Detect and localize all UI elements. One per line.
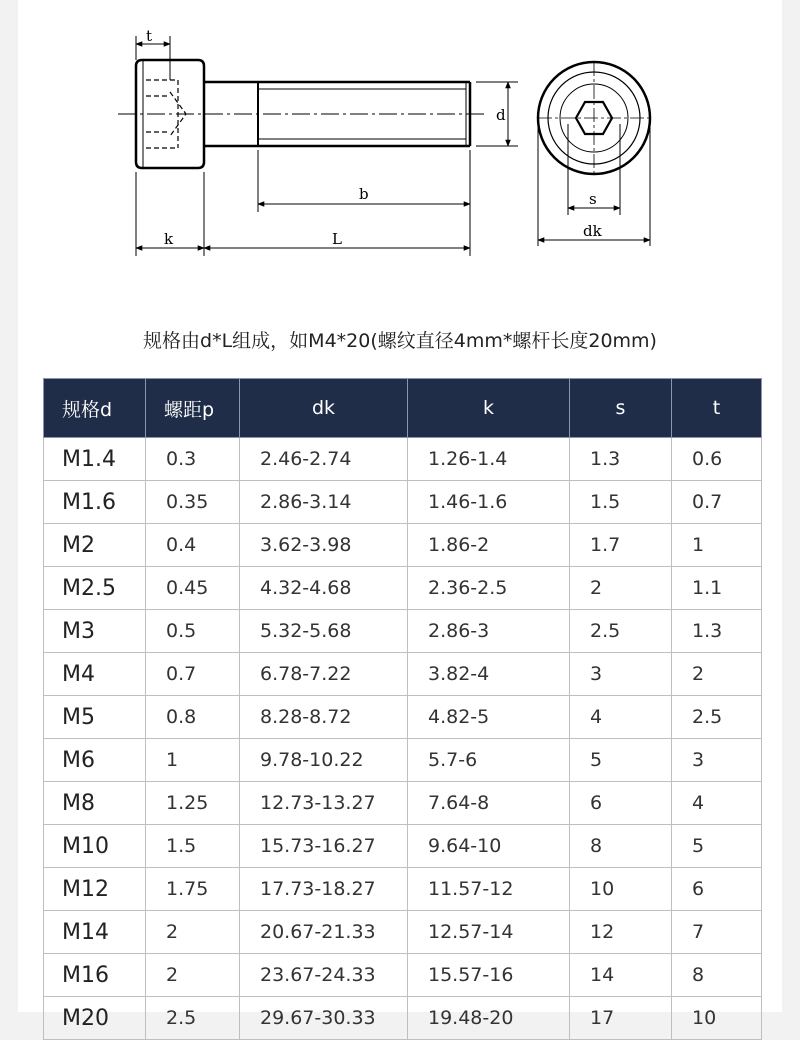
cell-s: 4 bbox=[570, 696, 672, 739]
cell-pitch-p: 0.3 bbox=[146, 438, 240, 481]
cell-dk: 12.73-13.27 bbox=[240, 782, 408, 825]
dim-label-t: t bbox=[146, 27, 153, 45]
header-dk: dk bbox=[240, 379, 408, 438]
cell-k: 3.82-4 bbox=[408, 653, 570, 696]
header-s: s bbox=[570, 379, 672, 438]
cell-pitch-p: 1.75 bbox=[146, 868, 240, 911]
cell-t: 1 bbox=[672, 524, 762, 567]
table-header-row bbox=[44, 379, 762, 438]
table-row bbox=[44, 782, 762, 825]
cell-dk: 23.67-24.33 bbox=[240, 954, 408, 997]
table-row bbox=[44, 610, 762, 653]
cell-t: 3 bbox=[672, 739, 762, 782]
cell-k: 15.57-16 bbox=[408, 954, 570, 997]
cell-dk: 2.46-2.74 bbox=[240, 438, 408, 481]
cell-spec-d: M14 bbox=[44, 911, 146, 954]
cell-t: 1.3 bbox=[672, 610, 762, 653]
cell-s: 6 bbox=[570, 782, 672, 825]
cell-k: 19.48-20 bbox=[408, 997, 570, 1040]
cell-pitch-p: 1 bbox=[146, 739, 240, 782]
spec-table bbox=[43, 378, 762, 1040]
cell-spec-d: M8 bbox=[44, 782, 146, 825]
cell-k: 1.86-2 bbox=[408, 524, 570, 567]
cell-s: 8 bbox=[570, 825, 672, 868]
cell-s: 1.3 bbox=[570, 438, 672, 481]
cell-pitch-p: 1.25 bbox=[146, 782, 240, 825]
cell-dk: 29.67-30.33 bbox=[240, 997, 408, 1040]
dim-label-s: s bbox=[589, 190, 597, 208]
header-k: k bbox=[408, 379, 570, 438]
cell-pitch-p: 0.4 bbox=[146, 524, 240, 567]
cell-k: 1.26-1.4 bbox=[408, 438, 570, 481]
cell-t: 7 bbox=[672, 911, 762, 954]
cell-s: 17 bbox=[570, 997, 672, 1040]
cell-pitch-p: 0.7 bbox=[146, 653, 240, 696]
cell-spec-d: M1.6 bbox=[44, 481, 146, 524]
cell-s: 10 bbox=[570, 868, 672, 911]
cell-k: 12.57-14 bbox=[408, 911, 570, 954]
cell-k: 4.82-5 bbox=[408, 696, 570, 739]
cell-t: 1.1 bbox=[672, 567, 762, 610]
table-row bbox=[44, 696, 762, 739]
cell-spec-d: M10 bbox=[44, 825, 146, 868]
cell-t: 10 bbox=[672, 997, 762, 1040]
cell-spec-d: M20 bbox=[44, 997, 146, 1040]
cell-dk: 5.32-5.68 bbox=[240, 610, 408, 653]
cell-s: 1.7 bbox=[570, 524, 672, 567]
cell-pitch-p: 2 bbox=[146, 911, 240, 954]
dim-label-k: k bbox=[164, 230, 174, 248]
table-row bbox=[44, 524, 762, 567]
cell-pitch-p: 2.5 bbox=[146, 997, 240, 1040]
cell-spec-d: M2.5 bbox=[44, 567, 146, 610]
cell-t: 5 bbox=[672, 825, 762, 868]
dim-label-b: b bbox=[359, 185, 369, 203]
cell-spec-d: M5 bbox=[44, 696, 146, 739]
cell-pitch-p: 0.45 bbox=[146, 567, 240, 610]
cell-k: 2.86-3 bbox=[408, 610, 570, 653]
cell-t: 2.5 bbox=[672, 696, 762, 739]
cell-dk: 6.78-7.22 bbox=[240, 653, 408, 696]
cell-t: 0.7 bbox=[672, 481, 762, 524]
cell-k: 9.64-10 bbox=[408, 825, 570, 868]
screw-end-view bbox=[538, 62, 650, 174]
cell-t: 0.6 bbox=[672, 438, 762, 481]
cell-spec-d: M3 bbox=[44, 610, 146, 653]
cell-dk: 4.32-4.68 bbox=[240, 567, 408, 610]
cell-spec-d: M4 bbox=[44, 653, 146, 696]
cell-s: 3 bbox=[570, 653, 672, 696]
cell-pitch-p: 0.35 bbox=[146, 481, 240, 524]
cell-t: 8 bbox=[672, 954, 762, 997]
cell-k: 7.64-8 bbox=[408, 782, 570, 825]
table-row bbox=[44, 653, 762, 696]
cell-dk: 9.78-10.22 bbox=[240, 739, 408, 782]
header-pitch-p: 螺距p bbox=[146, 379, 240, 438]
table-row bbox=[44, 481, 762, 524]
cell-k: 11.57-12 bbox=[408, 868, 570, 911]
cell-spec-d: M6 bbox=[44, 739, 146, 782]
cell-spec-d: M16 bbox=[44, 954, 146, 997]
cell-k: 5.7-6 bbox=[408, 739, 570, 782]
table-row bbox=[44, 739, 762, 782]
table-row bbox=[44, 438, 762, 481]
cell-s: 14 bbox=[570, 954, 672, 997]
cell-pitch-p: 0.5 bbox=[146, 610, 240, 653]
table-row bbox=[44, 911, 762, 954]
header-spec-d: 规格d bbox=[44, 379, 146, 438]
cell-pitch-p: 1.5 bbox=[146, 825, 240, 868]
cell-t: 2 bbox=[672, 653, 762, 696]
page bbox=[18, 0, 782, 1031]
cell-s: 5 bbox=[570, 739, 672, 782]
table-row bbox=[44, 567, 762, 610]
cell-s: 2.5 bbox=[570, 610, 672, 653]
cell-s: 12 bbox=[570, 911, 672, 954]
cell-dk: 8.28-8.72 bbox=[240, 696, 408, 739]
cell-spec-d: M1.4 bbox=[44, 438, 146, 481]
cell-k: 2.36-2.5 bbox=[408, 567, 570, 610]
cell-s: 2 bbox=[570, 567, 672, 610]
dim-label-dk: dk bbox=[583, 222, 602, 240]
screw-technical-drawing bbox=[18, 0, 782, 300]
cell-spec-d: M12 bbox=[44, 868, 146, 911]
cell-dk: 3.62-3.98 bbox=[240, 524, 408, 567]
cell-s: 1.5 bbox=[570, 481, 672, 524]
cell-t: 6 bbox=[672, 868, 762, 911]
cell-dk: 15.73-16.27 bbox=[240, 825, 408, 868]
cell-pitch-p: 2 bbox=[146, 954, 240, 997]
table-body bbox=[44, 438, 762, 1040]
spec-caption: 规格由d*L组成，如M4*20(螺纹直径4mm*螺杆长度20mm) bbox=[143, 330, 657, 352]
cell-k: 1.46-1.6 bbox=[408, 481, 570, 524]
cell-dk: 20.67-21.33 bbox=[240, 911, 408, 954]
dim-label-L: L bbox=[332, 230, 342, 248]
table-row bbox=[44, 825, 762, 868]
cell-dk: 2.86-3.14 bbox=[240, 481, 408, 524]
table-row bbox=[44, 954, 762, 997]
screw-side-view bbox=[118, 60, 488, 168]
table-row bbox=[44, 868, 762, 911]
dim-label-d: d bbox=[496, 106, 506, 124]
header-t: t bbox=[672, 379, 762, 438]
cell-dk: 17.73-18.27 bbox=[240, 868, 408, 911]
cell-pitch-p: 0.8 bbox=[146, 696, 240, 739]
table-row bbox=[44, 997, 762, 1040]
cell-t: 4 bbox=[672, 782, 762, 825]
cell-spec-d: M2 bbox=[44, 524, 146, 567]
